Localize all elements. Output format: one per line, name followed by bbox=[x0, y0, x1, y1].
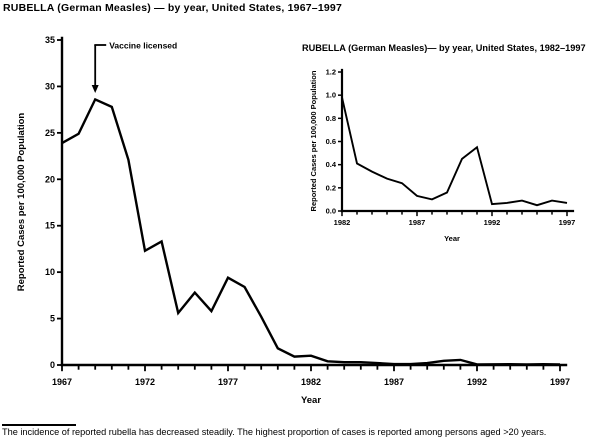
data-line bbox=[342, 98, 567, 206]
footnote-rule bbox=[2, 424, 76, 426]
x-tick-label: 1992 bbox=[466, 377, 488, 387]
main-chart-title: RUBELLA (German Measles) — by year, United States, 1967–1997 bbox=[3, 2, 342, 14]
vaccine-arrowhead-icon bbox=[92, 85, 99, 93]
inset-chart-title: RUBELLA (German Measles)— by year, United States, 1982–1997 bbox=[302, 43, 586, 53]
x-axis-label: Year bbox=[444, 234, 460, 243]
vaccine-licensed-label: Vaccine licensed bbox=[109, 40, 178, 51]
y-tick-label: 0.2 bbox=[325, 183, 336, 193]
y-tick-label: 1.0 bbox=[325, 90, 336, 100]
y-axis-label: Reported Cases per 100,000 Population bbox=[309, 70, 318, 212]
y-tick-label: 30 bbox=[44, 81, 55, 92]
y-tick-label: 15 bbox=[44, 220, 55, 231]
x-tick-label: 1997 bbox=[558, 218, 576, 227]
y-tick-label: 0.6 bbox=[325, 137, 336, 146]
footnote-text: The incidence of reported rubella has decreased steadily. The highest proportion of cases is reported among persons aged >20 years. bbox=[2, 427, 547, 437]
y-tick-label: 0 bbox=[49, 360, 55, 370]
y-axis-label: Reported Cases per 100,000 Population bbox=[16, 112, 27, 292]
x-tick-label: 1997 bbox=[549, 377, 571, 387]
x-tick-label: 1977 bbox=[217, 377, 239, 387]
x-axis-label: Year bbox=[300, 395, 322, 406]
y-tick-label: 0.4 bbox=[325, 160, 336, 170]
y-tick-label: 1.2 bbox=[325, 67, 336, 77]
x-tick-label: 1982 bbox=[300, 377, 322, 387]
y-tick-label: 25 bbox=[44, 127, 55, 138]
y-tick-label: 35 bbox=[44, 35, 55, 45]
x-tick-label: 1992 bbox=[483, 218, 501, 227]
x-tick-label: 1987 bbox=[383, 377, 405, 387]
y-tick-label: 5 bbox=[49, 313, 55, 324]
y-tick-label: 0.0 bbox=[325, 206, 336, 216]
inset-chart bbox=[309, 68, 575, 244]
y-tick-label: 20 bbox=[44, 174, 55, 185]
x-tick-label: 1982 bbox=[333, 218, 351, 227]
y-tick-label: 0.8 bbox=[325, 113, 336, 123]
x-tick-label: 1967 bbox=[51, 377, 73, 387]
x-tick-label: 1972 bbox=[134, 377, 156, 387]
x-tick-label: 1987 bbox=[408, 218, 426, 227]
y-tick-label: 10 bbox=[44, 267, 55, 278]
